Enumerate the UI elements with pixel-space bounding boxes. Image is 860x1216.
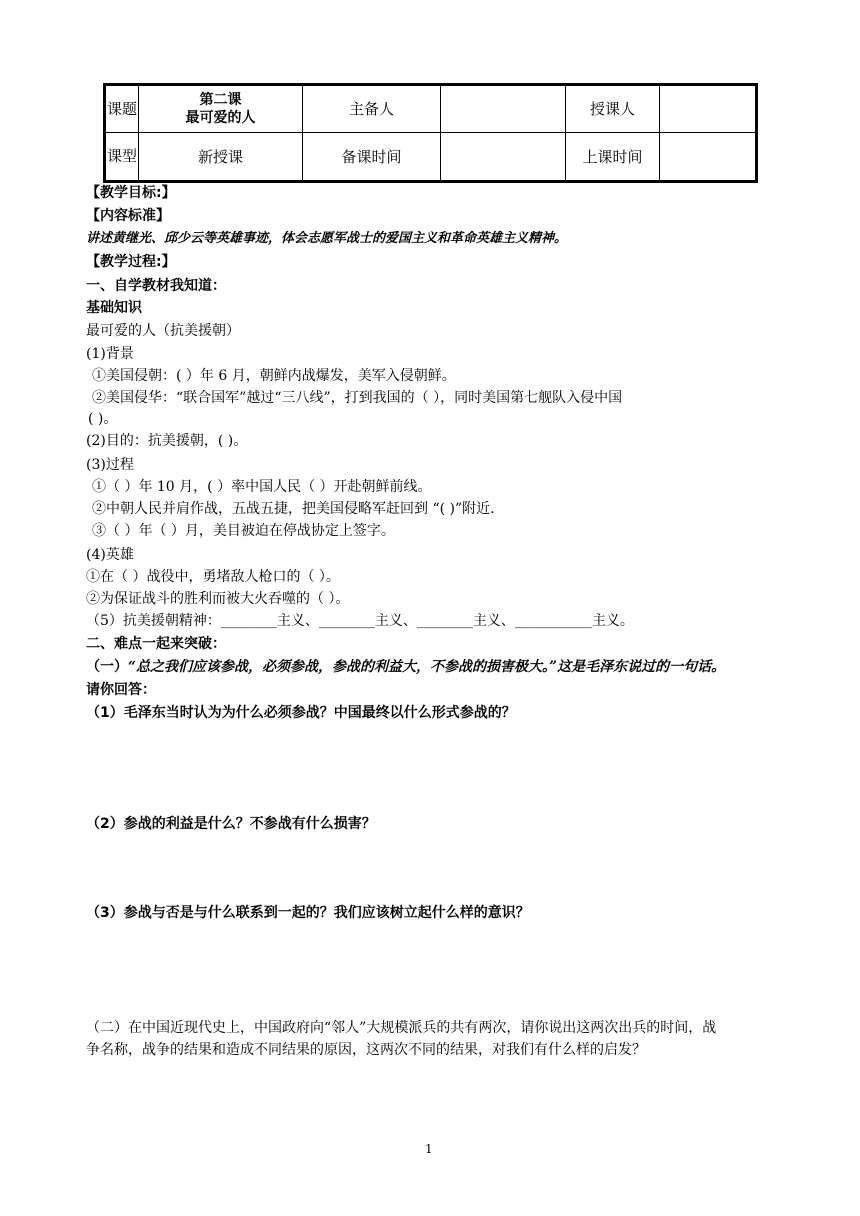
teacher-label: 授课人 [566,85,660,133]
question-1: （1）毛泽东当时认为为什么必须参战？中国最终以什么形式参战的？ [86,705,516,721]
question-two-line-1: （二）在中国近现代史上，中国政府向“邻人”大规模派兵的共有两次，请你说出这两次出兵的时间，战 [86,1020,717,1036]
process-item-3: ③（ ）年（ ）月，美目被迫在停战协定上签字。 [92,523,395,539]
process-item-1: ①（ ）年 10 月，( ）率中国人民（ ）开赴朝鲜前线。 [92,479,432,495]
lesson-title [139,85,303,133]
question-two-line-2: 争名称，战争的结果和造成不同结果的原因，这两次不同的结果，对我们有什么样的启发？ [86,1042,646,1058]
heading-teaching-process: 【教学过程:】 [86,254,176,270]
background-item-1: ①美国侵朝：( ）年 6 月，朝鲜内战爆发，美军入侵朝鲜。 [92,368,456,384]
main-preparer-value [441,85,566,133]
topic-title: 最可爱的人（抗美援朝） [86,323,240,339]
lesson-title-label: 课题 [105,85,139,133]
basic-knowledge-label: 基础知识 [86,300,142,316]
prep-time-value [441,133,566,182]
content-standard-text: 讲述黄继光、邱少云等英雄事迹，体会志愿军战士的爱国主义和革命英雄主义精神。 [86,231,568,246]
answer-prompt: 请你回答： [86,682,156,698]
class-time-label: 上课时间 [566,133,660,182]
purpose-line: (2)目的：抗美援朝，( )。 [86,433,248,449]
hero-item-1: ①在（ ）战役中，勇堵敌人枪口的（ ）。 [86,569,340,585]
heading-teaching-goals: 【教学目标:】 [86,185,176,201]
page-number: 1 [425,1142,433,1156]
lesson-info-table [103,83,758,183]
teacher-value [660,85,757,133]
lesson-type-label: 课型 [105,133,139,182]
main-preparer-label: 主备人 [303,85,441,133]
lesson-type: 新授课 [139,133,303,182]
heading-content-standard: 【内容标准】 [86,208,170,224]
quote-prompt [86,657,725,677]
class-time-value [660,133,757,182]
quote-text: “总之我们应该参战，必须参战，参战的利益大，不参战的损害极大。”这是毛泽东说过的一句话。 [128,659,726,675]
prep-time-label: 备课时间 [303,133,441,182]
section-difficulty: 二、难点一起来突破： [86,636,226,652]
spirit-line: （5）抗美援朝精神：________主义、________主义、________主义、___________主义。 [86,613,634,629]
hero-item-2: ②为保证战斗的胜利而被大火吞噬的（ ）。 [86,591,350,607]
section-self-study: 一、自学教材我知道： [86,278,226,294]
background-heading: (1)背景 [86,346,134,362]
quote-label: （一） [86,659,128,675]
process-item-2: ②中朝人民并肩作战，五战五捷，把美国侵略军赶回到 “( )”附近. [92,501,495,517]
question-2: （2）参战的利益是什么？不参战有什么损害？ [86,816,376,832]
heroes-heading: (4)英雄 [86,547,134,563]
background-item-2-cont: ( )。 [88,411,118,427]
background-item-2: ②美国侵华：“联合国军”越过“三八线”，打到我国的（ ），同时美国第七舰队入侵中国 [92,390,623,406]
lesson-name: 最可爱的人 [185,110,256,126]
question-3: （3）参战与否是与什么联系到一起的？我们应该树立起什么样的意识？ [86,905,530,921]
lesson-number: 第二课 [199,92,242,108]
process-heading: (3)过程 [86,457,134,473]
